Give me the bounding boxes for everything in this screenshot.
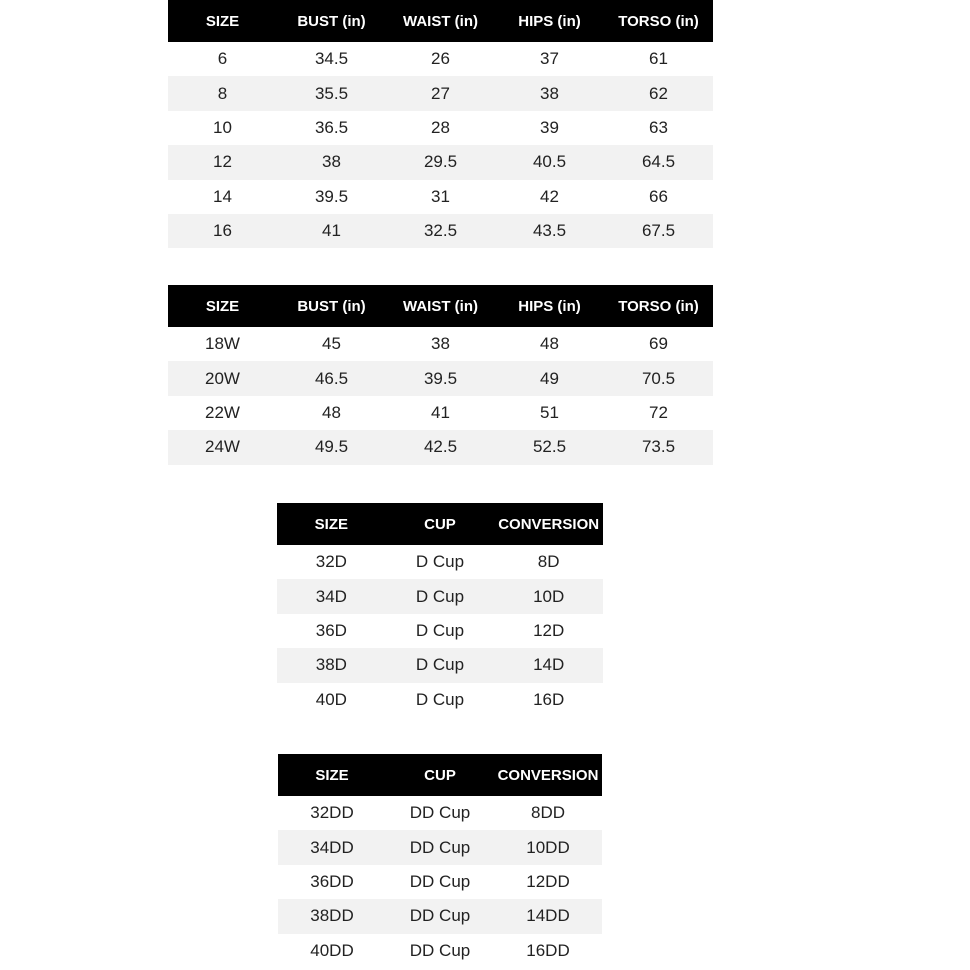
cell-bust: 39.5: [277, 180, 386, 214]
cell-waist: 29.5: [386, 145, 495, 179]
cell-hips: 39: [495, 111, 604, 145]
cup-conversion-table-d: [277, 503, 603, 717]
table-row: [168, 361, 713, 395]
table-row: [168, 76, 713, 110]
cell-bust: 46.5: [277, 361, 386, 395]
cell-size: 32DD: [278, 796, 386, 830]
cell-size: 40DD: [278, 934, 386, 968]
cell-cup: D Cup: [386, 614, 495, 648]
cell-torso: 67.5: [604, 214, 713, 248]
cell-size: 8: [168, 76, 277, 110]
cell-cup: D Cup: [386, 683, 495, 717]
cell-size: 14: [168, 180, 277, 214]
size-chart-table-misses: [168, 0, 713, 248]
cell-waist: 32.5: [386, 214, 495, 248]
cell-conversion: 16DD: [494, 934, 602, 968]
cell-bust: 45: [277, 327, 386, 361]
cup-conversion-table-dd: [278, 754, 602, 968]
column-header-hips: HIPS (in): [495, 0, 604, 42]
cell-torso: 61: [604, 42, 713, 76]
cell-hips: 52.5: [495, 430, 604, 464]
cell-size: 16: [168, 214, 277, 248]
table-row: [278, 865, 602, 899]
table-row: [277, 648, 603, 682]
table-row: [278, 934, 602, 968]
cell-conversion: 10DD: [494, 830, 602, 864]
table-row: [168, 396, 713, 430]
cell-hips: 51: [495, 396, 604, 430]
table-row: [277, 545, 603, 579]
table-row: [168, 111, 713, 145]
table-row: [168, 327, 713, 361]
column-header-size: SIZE: [277, 503, 386, 545]
column-header-bust: BUST (in): [277, 285, 386, 327]
cell-size: 22W: [168, 396, 277, 430]
column-header-waist: WAIST (in): [386, 285, 495, 327]
column-header-conversion: CONVERSION: [494, 503, 603, 545]
cell-hips: 40.5: [495, 145, 604, 179]
table-row: [168, 180, 713, 214]
column-header-bust: BUST (in): [277, 0, 386, 42]
cell-size: 36DD: [278, 865, 386, 899]
cell-torso: 64.5: [604, 145, 713, 179]
cell-cup: DD Cup: [386, 865, 494, 899]
column-header-cup: CUP: [386, 754, 494, 796]
cell-conversion: 12D: [494, 614, 603, 648]
cell-bust: 41: [277, 214, 386, 248]
cell-bust: 34.5: [277, 42, 386, 76]
cell-size: 34DD: [278, 830, 386, 864]
column-header-conversion: CONVERSION: [494, 754, 602, 796]
cell-size: 18W: [168, 327, 277, 361]
cell-conversion: 12DD: [494, 865, 602, 899]
cell-cup: DD Cup: [386, 796, 494, 830]
cell-size: 34D: [277, 579, 386, 613]
cell-torso: 69: [604, 327, 713, 361]
column-header-size: SIZE: [168, 285, 277, 327]
cell-torso: 62: [604, 76, 713, 110]
cell-waist: 38: [386, 327, 495, 361]
column-header-hips: HIPS (in): [495, 285, 604, 327]
table-header-row: [168, 0, 713, 42]
cell-bust: 49.5: [277, 430, 386, 464]
column-header-waist: WAIST (in): [386, 0, 495, 42]
cell-size: 38DD: [278, 899, 386, 933]
cell-conversion: 8D: [494, 545, 603, 579]
table-header-row: [278, 754, 602, 796]
cell-conversion: 16D: [494, 683, 603, 717]
table-header-row: [168, 285, 713, 327]
table-row: [168, 214, 713, 248]
cell-hips: 37: [495, 42, 604, 76]
cell-waist: 28: [386, 111, 495, 145]
cell-torso: 66: [604, 180, 713, 214]
table-row: [277, 579, 603, 613]
table-row: [168, 430, 713, 464]
cell-torso: 72: [604, 396, 713, 430]
cell-waist: 42.5: [386, 430, 495, 464]
table-row: [168, 145, 713, 179]
cell-conversion: 10D: [494, 579, 603, 613]
cell-hips: 43.5: [495, 214, 604, 248]
cell-hips: 49: [495, 361, 604, 395]
cell-size: 40D: [277, 683, 386, 717]
cell-waist: 41: [386, 396, 495, 430]
table-row: [278, 830, 602, 864]
cell-waist: 31: [386, 180, 495, 214]
cell-hips: 48: [495, 327, 604, 361]
cell-conversion: 8DD: [494, 796, 602, 830]
cell-torso: 70.5: [604, 361, 713, 395]
cell-size: 36D: [277, 614, 386, 648]
cell-bust: 36.5: [277, 111, 386, 145]
cell-cup: DD Cup: [386, 934, 494, 968]
table-row: [278, 899, 602, 933]
cell-torso: 63: [604, 111, 713, 145]
column-header-size: SIZE: [168, 0, 277, 42]
cell-size: 6: [168, 42, 277, 76]
cell-size: 38D: [277, 648, 386, 682]
cell-conversion: 14D: [494, 648, 603, 682]
column-header-cup: CUP: [386, 503, 495, 545]
cell-cup: DD Cup: [386, 830, 494, 864]
column-header-torso: TORSO (in): [604, 285, 713, 327]
cell-waist: 39.5: [386, 361, 495, 395]
cell-waist: 26: [386, 42, 495, 76]
cell-bust: 48: [277, 396, 386, 430]
cell-size: 10: [168, 111, 277, 145]
cell-cup: D Cup: [386, 648, 495, 682]
cell-bust: 35.5: [277, 76, 386, 110]
cell-size: 12: [168, 145, 277, 179]
cell-cup: DD Cup: [386, 899, 494, 933]
cell-torso: 73.5: [604, 430, 713, 464]
column-header-size: SIZE: [278, 754, 386, 796]
cell-hips: 42: [495, 180, 604, 214]
table-row: [278, 796, 602, 830]
size-chart-table-womens: [168, 285, 713, 465]
cell-waist: 27: [386, 76, 495, 110]
table-header-row: [277, 503, 603, 545]
table-row: [277, 683, 603, 717]
cell-bust: 38: [277, 145, 386, 179]
column-header-torso: TORSO (in): [604, 0, 713, 42]
cell-size: 24W: [168, 430, 277, 464]
cell-cup: D Cup: [386, 545, 495, 579]
table-row: [277, 614, 603, 648]
cell-size: 20W: [168, 361, 277, 395]
cell-conversion: 14DD: [494, 899, 602, 933]
cell-hips: 38: [495, 76, 604, 110]
cell-size: 32D: [277, 545, 386, 579]
cell-cup: D Cup: [386, 579, 495, 613]
table-row: [168, 42, 713, 76]
